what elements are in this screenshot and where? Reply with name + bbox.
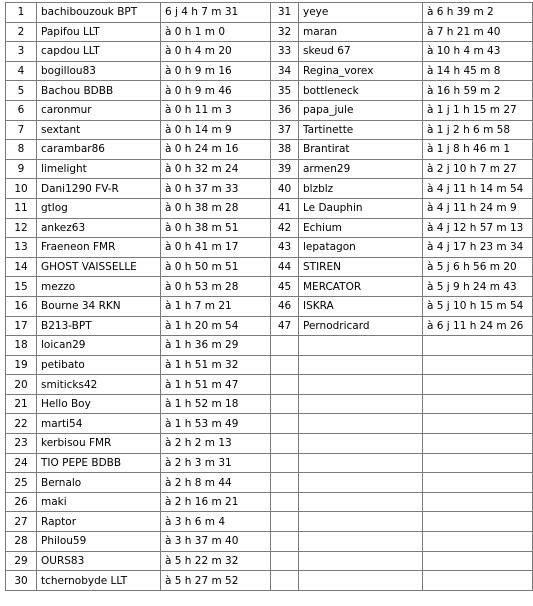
rank-cell: 2 [6,22,37,42]
empty-cell [299,512,423,532]
time-gap-cell: à 5 h 27 m 52 [161,571,271,591]
empty-cell [299,473,423,493]
skipper-name-cell: Hello Boy [37,394,161,414]
rank-cell: 28 [6,532,37,552]
time-gap-cell: 6 j 4 h 7 m 31 [161,3,271,23]
time-gap-cell: à 1 h 52 m 18 [161,394,271,414]
table-row [6,336,533,356]
empty-cell [271,512,299,532]
empty-cell [423,336,533,356]
skipper-name-cell: Bernalo [37,473,161,493]
time-gap-cell: à 0 h 1 m 0 [161,22,271,42]
skipper-name-cell: ankez63 [37,218,161,238]
time-gap-cell: à 4 j 12 h 57 m 13 [423,218,533,238]
rank-cell: 32 [271,22,299,42]
skipper-name-cell: Dani1290 FV-R [37,179,161,199]
time-gap-cell: à 0 h 53 m 28 [161,277,271,297]
rank-cell: 34 [271,61,299,81]
table-row [6,473,533,493]
time-gap-cell: à 5 j 6 h 56 m 20 [423,257,533,277]
rank-cell: 43 [271,238,299,258]
skipper-name-cell: Philou59 [37,532,161,552]
empty-cell [299,571,423,591]
time-gap-cell: à 0 h 38 m 28 [161,198,271,218]
table-row [6,159,533,179]
time-gap-cell: à 6 j 11 h 24 m 26 [423,316,533,336]
skipper-name-cell: blzblz [299,179,423,199]
skipper-name-cell: mezzo [37,277,161,297]
empty-cell [423,375,533,395]
empty-cell [271,434,299,454]
table-row [6,140,533,160]
skipper-name-cell: Regina_vorex [299,61,423,81]
empty-cell [299,434,423,454]
table-row [6,355,533,375]
skipper-name-cell: ISKRA [299,296,423,316]
time-gap-cell: à 4 j 17 h 23 m 34 [423,238,533,258]
skipper-name-cell: gtlog [37,198,161,218]
rank-cell: 1 [6,3,37,23]
time-gap-cell: à 1 h 36 m 29 [161,336,271,356]
empty-cell [299,532,423,552]
skipper-name-cell: Pernodricard [299,316,423,336]
time-gap-cell: à 2 h 3 m 31 [161,453,271,473]
time-gap-cell: à 16 h 59 m 2 [423,81,533,101]
empty-cell [271,336,299,356]
time-gap-cell: à 4 j 11 h 24 m 9 [423,198,533,218]
empty-cell [299,394,423,414]
table-row [6,375,533,395]
ranking-table-body [6,3,533,591]
table-row [6,571,533,591]
empty-cell [271,571,299,591]
skipper-name-cell: TIO PEPE BDBB [37,453,161,473]
empty-cell [271,492,299,512]
empty-cell [423,512,533,532]
rank-cell: 41 [271,198,299,218]
table-row [6,277,533,297]
rank-cell: 16 [6,296,37,316]
skipper-name-cell: bottleneck [299,81,423,101]
rank-cell: 6 [6,100,37,120]
rank-cell: 40 [271,179,299,199]
time-gap-cell: à 6 h 39 m 2 [423,3,533,23]
skipper-name-cell: smiticks42 [37,375,161,395]
empty-cell [271,473,299,493]
rank-cell: 26 [6,492,37,512]
empty-cell [299,375,423,395]
skipper-name-cell: skeud 67 [299,42,423,62]
time-gap-cell: à 0 h 24 m 16 [161,140,271,160]
empty-cell [423,453,533,473]
time-gap-cell: à 1 h 51 m 47 [161,375,271,395]
skipper-name-cell: capdou LLT [37,42,161,62]
time-gap-cell: à 0 h 4 m 20 [161,42,271,62]
skipper-name-cell: B213-BPT [37,316,161,336]
empty-cell [299,355,423,375]
rank-cell: 37 [271,120,299,140]
empty-cell [423,551,533,571]
rank-cell: 30 [6,571,37,591]
skipper-name-cell: carambar86 [37,140,161,160]
rank-cell: 24 [6,453,37,473]
empty-cell [423,492,533,512]
rank-cell: 17 [6,316,37,336]
ranking-table [5,2,533,591]
rank-cell: 21 [6,394,37,414]
empty-cell [271,453,299,473]
rank-cell: 47 [271,316,299,336]
time-gap-cell: à 0 h 9 m 46 [161,81,271,101]
time-gap-cell: à 4 j 11 h 14 m 54 [423,179,533,199]
rank-cell: 29 [6,551,37,571]
skipper-name-cell: tchernobyde LLT [37,571,161,591]
rank-cell: 15 [6,277,37,297]
table-row [6,81,533,101]
empty-cell [271,375,299,395]
rank-cell: 31 [271,3,299,23]
skipper-name-cell: loican29 [37,336,161,356]
time-gap-cell: à 1 j 8 h 46 m 1 [423,140,533,160]
skipper-name-cell: Brantirat [299,140,423,160]
table-row [6,453,533,473]
skipper-name-cell: Bachou BDBB [37,81,161,101]
empty-cell [271,551,299,571]
time-gap-cell: à 2 h 2 m 13 [161,434,271,454]
time-gap-cell: à 2 j 10 h 7 m 27 [423,159,533,179]
skipper-name-cell: OURS83 [37,551,161,571]
time-gap-cell: à 1 j 1 h 15 m 27 [423,100,533,120]
rank-cell: 46 [271,296,299,316]
time-gap-cell: à 10 h 4 m 43 [423,42,533,62]
empty-cell [271,414,299,434]
table-row [6,179,533,199]
time-gap-cell: à 1 j 2 h 6 m 58 [423,120,533,140]
empty-cell [423,473,533,493]
empty-cell [271,355,299,375]
table-row [6,512,533,532]
skipper-name-cell: Echium [299,218,423,238]
time-gap-cell: à 3 h 6 m 4 [161,512,271,532]
time-gap-cell: à 2 h 8 m 44 [161,473,271,493]
rank-cell: 9 [6,159,37,179]
table-row [6,42,533,62]
empty-cell [299,336,423,356]
time-gap-cell: à 0 h 37 m 33 [161,179,271,199]
empty-cell [271,394,299,414]
table-row [6,551,533,571]
table-row [6,296,533,316]
rank-cell: 45 [271,277,299,297]
time-gap-cell: à 3 h 37 m 40 [161,532,271,552]
time-gap-cell: à 0 h 9 m 16 [161,61,271,81]
skipper-name-cell: caronmur [37,100,161,120]
rank-cell: 18 [6,336,37,356]
empty-cell [299,551,423,571]
time-gap-cell: à 1 h 20 m 54 [161,316,271,336]
rank-cell: 4 [6,61,37,81]
time-gap-cell: à 0 h 41 m 17 [161,238,271,258]
empty-cell [423,532,533,552]
table-row [6,492,533,512]
rank-cell: 22 [6,414,37,434]
table-row [6,434,533,454]
skipper-name-cell: Fraeneon FMR [37,238,161,258]
rank-cell: 11 [6,198,37,218]
rank-cell: 33 [271,42,299,62]
skipper-name-cell: Papifou LLT [37,22,161,42]
table-row [6,3,533,23]
rank-cell: 5 [6,81,37,101]
time-gap-cell: à 0 h 32 m 24 [161,159,271,179]
time-gap-cell: à 5 h 22 m 32 [161,551,271,571]
time-gap-cell: à 1 h 51 m 32 [161,355,271,375]
skipper-name-cell: STIREN [299,257,423,277]
rank-cell: 3 [6,42,37,62]
skipper-name-cell: MERCATOR [299,277,423,297]
skipper-name-cell: Raptor [37,512,161,532]
table-row [6,198,533,218]
skipper-name-cell: sextant [37,120,161,140]
time-gap-cell: à 2 h 16 m 21 [161,492,271,512]
rank-cell: 42 [271,218,299,238]
table-row [6,316,533,336]
skipper-name-cell: bachibouzouk BPT [37,3,161,23]
rank-cell: 13 [6,238,37,258]
rank-cell: 19 [6,355,37,375]
table-row [6,257,533,277]
table-row [6,100,533,120]
empty-cell [299,492,423,512]
skipper-name-cell: bogillou83 [37,61,161,81]
rank-cell: 35 [271,81,299,101]
empty-cell [423,414,533,434]
empty-cell [423,571,533,591]
skipper-name-cell: maran [299,22,423,42]
rank-cell: 23 [6,434,37,454]
time-gap-cell: à 1 h 53 m 49 [161,414,271,434]
time-gap-cell: à 0 h 38 m 51 [161,218,271,238]
table-row [6,394,533,414]
rank-cell: 27 [6,512,37,532]
skipper-name-cell: yeye [299,3,423,23]
table-row [6,61,533,81]
rank-cell: 39 [271,159,299,179]
skipper-name-cell: papa_jule [299,100,423,120]
rank-cell: 38 [271,140,299,160]
empty-cell [423,434,533,454]
time-gap-cell: à 7 h 21 m 40 [423,22,533,42]
skipper-name-cell: maki [37,492,161,512]
rank-cell: 36 [271,100,299,120]
rank-cell: 10 [6,179,37,199]
table-row [6,238,533,258]
table-row [6,22,533,42]
rank-cell: 12 [6,218,37,238]
time-gap-cell: à 5 j 10 h 15 m 54 [423,296,533,316]
time-gap-cell: à 5 j 9 h 24 m 43 [423,277,533,297]
empty-cell [423,355,533,375]
empty-cell [299,414,423,434]
empty-cell [299,453,423,473]
rank-cell: 20 [6,375,37,395]
table-row [6,532,533,552]
table-row [6,218,533,238]
time-gap-cell: à 1 h 7 m 21 [161,296,271,316]
empty-cell [271,532,299,552]
rank-cell: 14 [6,257,37,277]
skipper-name-cell: kerbisou FMR [37,434,161,454]
table-row [6,120,533,140]
skipper-name-cell: armen29 [299,159,423,179]
skipper-name-cell: lepatagon [299,238,423,258]
rank-cell: 44 [271,257,299,277]
rank-cell: 25 [6,473,37,493]
empty-cell [423,394,533,414]
skipper-name-cell: Bourne 34 RKN [37,296,161,316]
skipper-name-cell: Tartinette [299,120,423,140]
time-gap-cell: à 14 h 45 m 8 [423,61,533,81]
rank-cell: 8 [6,140,37,160]
skipper-name-cell: marti54 [37,414,161,434]
rank-cell: 7 [6,120,37,140]
time-gap-cell: à 0 h 11 m 3 [161,100,271,120]
skipper-name-cell: Le Dauphin [299,198,423,218]
table-row [6,414,533,434]
skipper-name-cell: limelight [37,159,161,179]
skipper-name-cell: GHOST VAISSELLE [37,257,161,277]
skipper-name-cell: petibato [37,355,161,375]
time-gap-cell: à 0 h 50 m 51 [161,257,271,277]
time-gap-cell: à 0 h 14 m 9 [161,120,271,140]
